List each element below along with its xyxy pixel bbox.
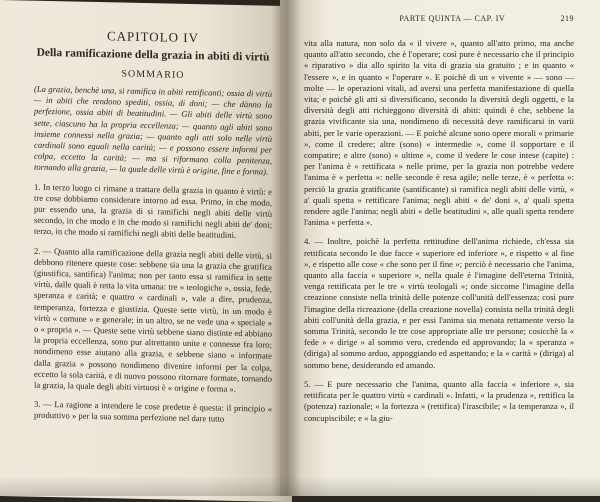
paragraph-5: 5. — E pure necessario che l'anima, quanto alla faccia « inferiore », sia rettificata per le quattro virtù « cardinali ». Infatti, « la prudenza », rettifica la (potenza) razionale; « la fortezza » (rettifica) l'irascibile; « la temperanza », il concupiscibile; e « la giu- xyxy=(304,378,574,423)
paragraph-continued: vita alla natura, non solo da « il vivere », quanto all'atto primo, ma anche quanto all'atto secondo, che è l'operare; così pure è necessario che il principio « riparativo » dia allo spirito la vita di grazia sia gratuito ; e in quanto « l'essere », e in quanto « l'operare ». E poichè di un « vivente » — sono — molte — le operazioni vitali, ad aversi una perfetta manifestazione di quella vita; e poichè gli atti si diversificano, secondo la diversità degli oggetti, e la diversità degli atti richieggono diversità di abiti: quindi è che, sebbene la grazia vivificante sia una, nondimeno di necessità deve ramificarsi in varii abiti, per le varie operazioni. — E poichè alcune sono opere morali « primarie », come il credere; altre (sono) « intermedie », come il sopportare e il compatire; e altre (sono) « ultime », come il vedere le cose intese (capite) : per l'anima è « rettificata » nelle prime, per la grazia non potrebbe vedere l'anima è « perfetta »: nelle seconde è resa agile; nelle terze, è « perfetta »: perciò la grazia gratificante (santificante) si ramifica negli abiti delle virtù, « a' quali spetta » rettificare l'anima; negli abiti « de' doni », a' quali spetta rendere agile l'anima; negli abiti « delle beatitudini », alle quali spetta rendere l'anima « perfetta ». xyxy=(304,38,574,228)
chapter-heading: CAPITOLO IV xyxy=(106,28,199,46)
paragraph-1: 1. In terzo luogo ci rimane a trattare della grazia in quanto è virtù: e tre cose dobbiamo considerare intorno ad essa. Primo, in che modo, pur essendo una, la grazia di si ramifichi negli abiti delle virtù secondo, in che modo e in che modo si ramifichi negli abiti de' doni; terzo, in che modo si ramifichi negli abiti delle beatitudini. xyxy=(34,181,272,241)
chapter-title: Della ramificazione della grazia in abiti di virtù xyxy=(36,46,270,64)
running-head-text: PARTE QUINTA — CAP. IV xyxy=(399,14,506,23)
paragraph-3: 3. — La ragione a intendere le cose predette è questa: il principio « produttivo » per la sua somma perfezione nel dare tutto xyxy=(34,398,272,425)
page-number: 219 xyxy=(560,14,574,23)
summary-text: (La grazia, benchè una, si ramifica in abiti rettificanti; ossia di virtù — in abiti che rendono spediti, ossia, di doni; — che dànno la perfezione, ossia abiti di beatitudini. — Gli abiti delle virtù sono sette, ciascuno ha la propria eccellenza; — quanto agli abiti sono insieme connessi nella grazia; — quanto agli atti solo nelle virtù cardinali sono eguali nella carità; — e possono essere informi per colpa, eccetto la carità; — ma si riformano colla penitenza, tornando alla grazia, — la quale delle virtù è origine, fine e forma). xyxy=(34,83,272,178)
summary-heading: SOMMARIO xyxy=(121,68,185,81)
paragraph-4: 4. — Inoltre, poichè la perfetta rettitudine dell'anima richiede, ch'essa sia rettificata secondo le due facce « superiore ed inferiore », e rispetto « al fine », e rispetto alle cose « che sono per il fine »; perciò è necessario che l'anima, quanto alla faccia « superiore », nella quale è l'imagine dell'eterna Trinità, venga rettificata per le tre « virtù teologali »; onde siccome l'imagine della creazione consiste nella trinità delle potenze coll'unità dell'essenza; così pure l'imagine della ricreazione (della creazione novella) consista nella trinità degli abiti coll'unità della grazia, e per essi l'anima sia menata rettamente verso la somma Trinità, secondo le tre cose appropriate alle tre persone; cosicchè la « fede » « dirige » al sommo vero, credendo ed approvando; la « speranza » (diriga) al sommo arduo, appoggiando ed aspettando; e la « carità » (diriga) al sommo bene, desiderando ed amando. xyxy=(304,236,574,370)
right-page xyxy=(280,0,600,496)
paragraph-2: 2. — Quanto alla ramificazione della grazia negli abiti delle virtù, si debbono ritenere queste cose: sebbene sia una la grazia che gratifica (giustifica, santifica) l'anima; non per tanto essa si ramifica in sette virtù, dalle quali è retta la vita umana: tre « teologiche », ossia, fede, speranza e carità; e quattro « cardinali », vale a dire, prudenza, temperanza, fortezza e giustizia. Queste sette virtù, in un modo è virtù « comune » e generale; in un altro, se ne vede una « speciale » o « propria ». — Queste sette virtù sebbene siano distinte ed abbiano la propria eccellenza, sono pur altrettanto unite e connesse fra loro; nondimeno esse aiutano alla grazia, e sebbene siano « informate dalla grazia » possono nondimeno divenire informi per la colpa, eccetto la sola carità, e di nuovo possono ritornare formate, tornando la grazia, la quale degli abiti virtuosi è « origine e forma ». xyxy=(34,245,272,395)
right-page-content xyxy=(304,14,574,432)
left-page xyxy=(0,0,292,502)
running-head xyxy=(304,14,574,23)
left-page-content xyxy=(34,21,272,435)
